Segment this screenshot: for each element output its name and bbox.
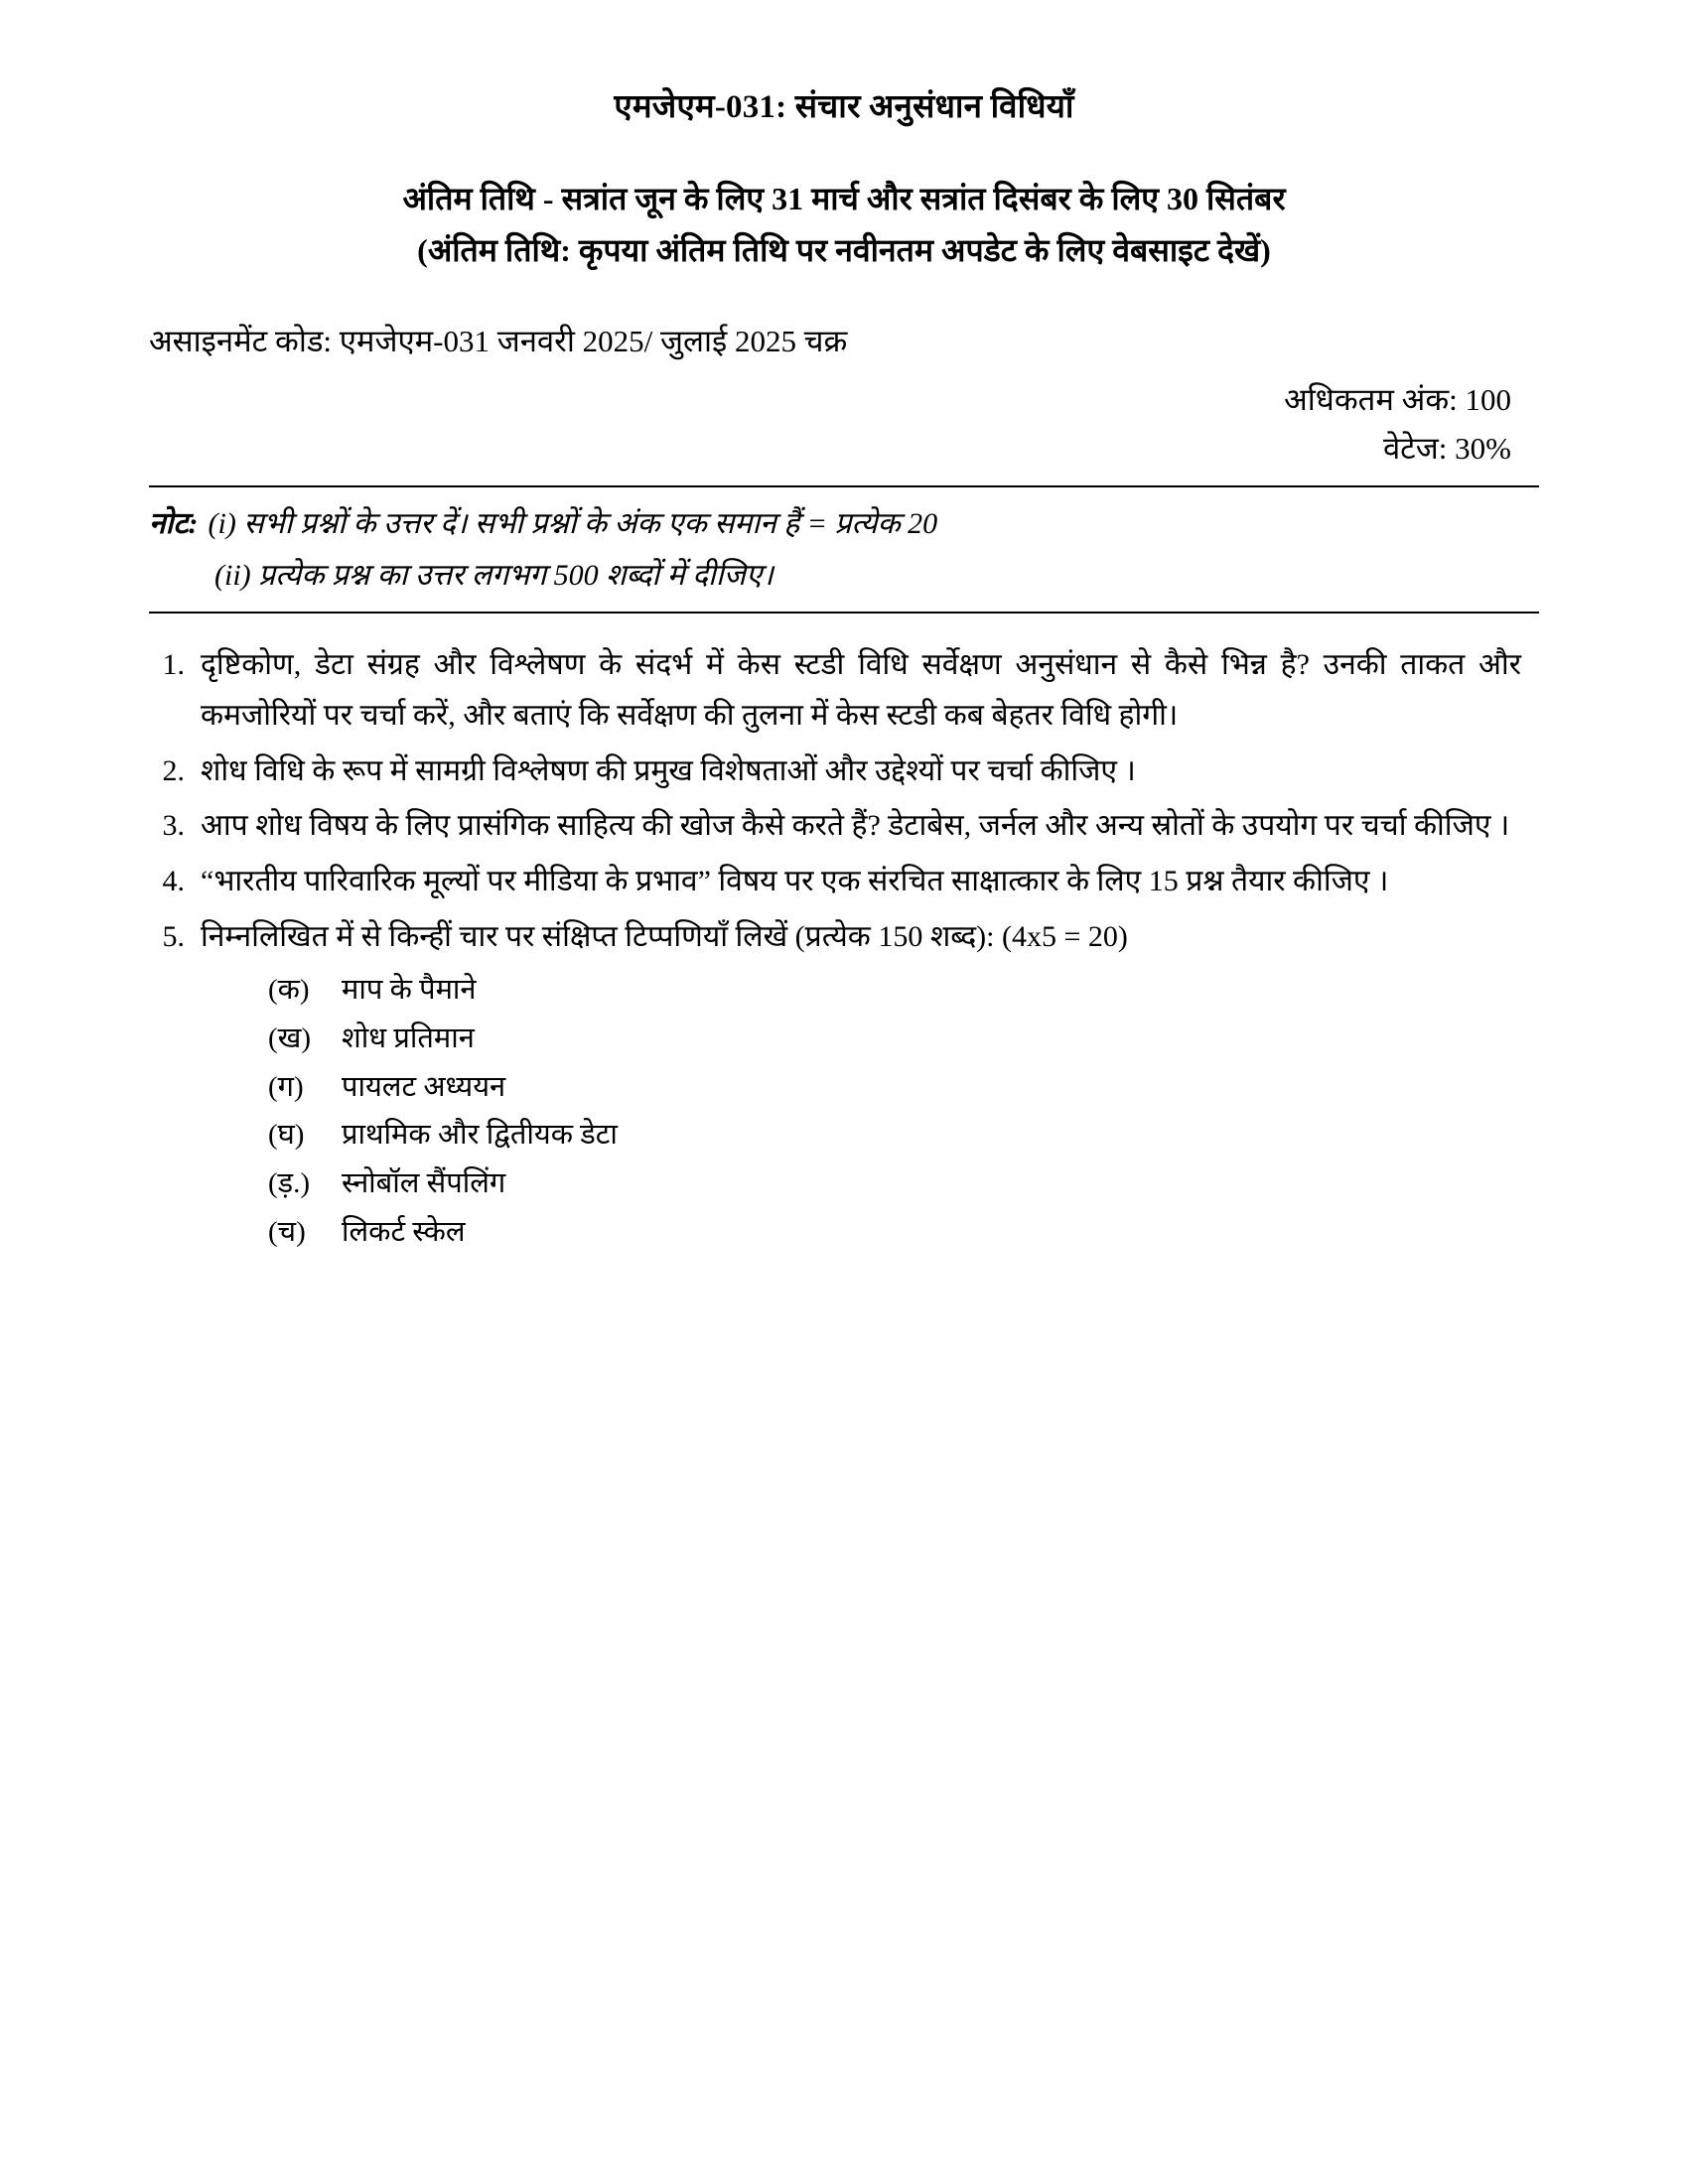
sub-item-text: स्नोबॉल सैंपलिंग	[342, 1167, 506, 1200]
question-text: “भारतीय पारिवारिक मूल्यों पर मीडिया के प्रभाव” विषय पर एक संरचित साक्षात्कार के लिए 15 प्रश्न तैयार कीजिए ।	[201, 865, 1389, 897]
question-number: 4.	[162, 865, 185, 897]
sub-item-label: (च)	[268, 1215, 306, 1248]
note-label: नोट:	[149, 506, 199, 540]
question-number: 1.	[162, 647, 185, 681]
sub-item-text: शोध प्रतिमान	[342, 1022, 475, 1054]
assignment-code: असाइनमेंट कोड: एमजेएम-031 जनवरी 2025/ जुलाई 2025 चक्र	[149, 323, 848, 358]
sub-item	[268, 1208, 1539, 1257]
sub-item-text: माप के पैमाने	[342, 974, 477, 1007]
question-text: निम्नलिखित में से किन्हीं चार पर संक्षिप्त टिप्पणियाँ लिखें (प्रत्येक 150 शब्द): (4x5 = 20)	[201, 919, 1128, 953]
sub-item-label: (ग)	[268, 1070, 304, 1103]
sub-item-text: पायलट अध्ययन	[342, 1070, 506, 1103]
question-5-subitems	[149, 966, 1539, 1256]
questions-list	[149, 639, 1539, 1257]
page-title: एमजेएम-031: संचार अनुसंधान विधियाँ	[614, 89, 1074, 125]
question-number: 2.	[162, 753, 185, 787]
question-item	[149, 911, 1539, 963]
question-text: शोध विधि के रूप में सामग्री विश्लेषण की प्रमुख विशेषताओं और उद्देश्यों पर चर्चा कीजिए ।	[201, 753, 1136, 787]
max-marks: अधिकतम अंक: 100	[1284, 381, 1511, 417]
sub-item-label: (ड़.)	[268, 1167, 311, 1200]
sub-item-label: (क)	[268, 974, 310, 1007]
sub-item-label: (ख)	[268, 1022, 312, 1054]
sub-item	[268, 1015, 1539, 1063]
note-row-second	[149, 553, 1539, 600]
sub-item	[268, 966, 1539, 1015]
note-text-second: (ii) प्रत्येक प्रश्न का उत्तर लगभग 500 शब्दों में दीजिए।	[214, 559, 774, 593]
question-item	[149, 856, 1539, 907]
question-text: दृष्टिकोण, डेटा संग्रह और विश्लेषण के संदर्भ में केस स्टडी विधि सर्वेक्षण अनुसंधान से कैसे भिन्न है? उनकी ताकत और कमजोरियों पर चर्चा करें, और बताएं कि सर्वेक्षण की तुलना में केस स्टडी कब बेहतर विधि होगी।	[201, 647, 1521, 733]
question-number: 5.	[162, 919, 185, 953]
deadline-line-primary: अंतिम तिथि - सत्रांत जून के लिए 31 मार्च और सत्रांत दिसंबर के लिए 30 सितंबर	[402, 181, 1286, 217]
note-text-first: (i) सभी प्रश्नों के उत्तर दें। सभी प्रश्नों के अंक एक समान हैं = प्रत्येक 20	[208, 506, 938, 540]
question-item	[149, 800, 1539, 852]
weightage: वेटेज: 30%	[1382, 430, 1511, 466]
deadline-line-note: (अंतिम तिथि: कृपया अंतिम तिथि पर नवीनतम अपडेट के लिए वेबसाइट देखें)	[417, 232, 1271, 269]
question-number: 3.	[162, 809, 185, 843]
sub-item-text: लिकर्ट स्केल	[342, 1215, 466, 1248]
note-row-first	[149, 501, 1539, 548]
sub-item-text: प्राथमिक और द्वितीयक डेटा	[342, 1119, 618, 1152]
note-box	[149, 485, 1539, 614]
question-item	[149, 746, 1539, 797]
deadline-block	[149, 174, 1539, 277]
sub-item	[268, 1111, 1539, 1160]
question-text: आप शोध विषय के लिए प्रासंगिक साहित्य की खोज कैसे करते हैं? डेटाबेस, जर्नल और अन्य स्रोतों के उपयोग पर चर्चा कीजिए ।	[201, 809, 1510, 843]
sub-item	[268, 1063, 1539, 1112]
question-item	[149, 639, 1539, 742]
sub-item-label: (घ)	[268, 1119, 305, 1152]
sub-item	[268, 1160, 1539, 1208]
